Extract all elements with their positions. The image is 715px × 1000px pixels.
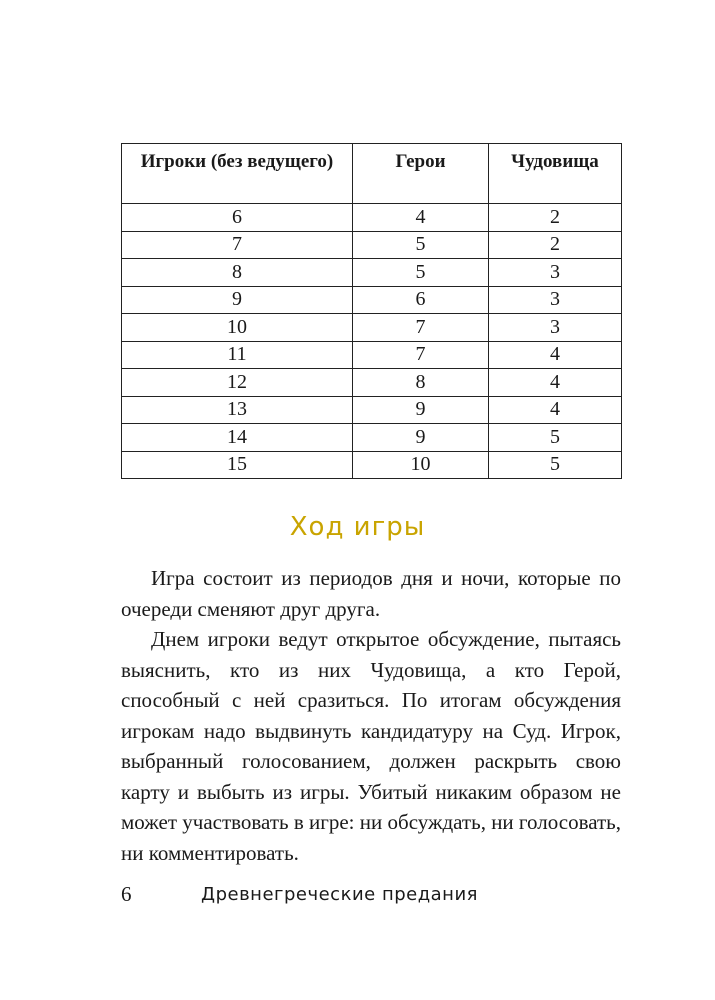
cell-players: 13 (122, 396, 353, 424)
table-row (122, 369, 622, 397)
table-row (122, 424, 622, 452)
cell-players: 12 (122, 369, 353, 397)
cell-heroes: 9 (353, 396, 489, 424)
running-title: Древнегреческие предания (201, 884, 478, 905)
cell-monsters: 2 (489, 231, 622, 259)
cell-heroes: 9 (353, 424, 489, 452)
cell-heroes: 7 (353, 341, 489, 369)
cell-heroes: 8 (353, 369, 489, 397)
cell-heroes: 10 (353, 451, 489, 479)
cell-players: 9 (122, 286, 353, 314)
table-row (122, 231, 622, 259)
players-distribution-table (121, 143, 622, 479)
table-row (122, 396, 622, 424)
cell-monsters: 4 (489, 369, 622, 397)
cell-heroes: 4 (353, 204, 489, 232)
cell-monsters: 3 (489, 286, 622, 314)
cell-players: 15 (122, 451, 353, 479)
table-row (122, 314, 622, 342)
table-row (122, 451, 622, 479)
body-paragraph: Днем игроки ведут открытое обсуждение, пытаясь выяснить, кто из них Чудовища, а кто Герой, способный с ней сразиться. По итогам обсуждения игрокам надо выдвинуть кандидатуру на Суд. Игрок, выбранный голосованием, должен раскрыть свою карту и выбыть из игры. Убитый никаким образом не может участвовать в игре: ни обсуждать, ни голосовать, ни комментировать. (121, 627, 621, 865)
table-header-row (122, 144, 622, 204)
cell-monsters: 4 (489, 341, 622, 369)
cell-players: 11 (122, 341, 353, 369)
cell-monsters: 5 (489, 424, 622, 452)
cell-monsters: 5 (489, 451, 622, 479)
table-row (122, 286, 622, 314)
cell-players: 6 (122, 204, 353, 232)
page-number: 6 (121, 882, 132, 906)
body-paragraph: Игра состоит из периодов дня и ночи, которые по очереди сменяют друг друга. (121, 566, 621, 621)
cell-monsters: 3 (489, 314, 622, 342)
cell-heroes: 7 (353, 314, 489, 342)
cell-players: 7 (122, 231, 353, 259)
header-heroes: Герои (353, 144, 489, 204)
header-monsters: Чудовища (489, 144, 622, 204)
cell-monsters: 4 (489, 396, 622, 424)
cell-heroes: 5 (353, 259, 489, 287)
table-row (122, 259, 622, 287)
cell-monsters: 2 (489, 204, 622, 232)
cell-players: 10 (122, 314, 353, 342)
page-footer (121, 882, 621, 912)
cell-monsters: 3 (489, 259, 622, 287)
header-players: Игроки (без ведущего) (122, 144, 353, 204)
cell-players: 14 (122, 424, 353, 452)
table-row (122, 204, 622, 232)
section-heading: Ход игры (289, 512, 426, 542)
cell-heroes: 6 (353, 286, 489, 314)
cell-heroes: 5 (353, 231, 489, 259)
table-row (122, 341, 622, 369)
cell-players: 8 (122, 259, 353, 287)
